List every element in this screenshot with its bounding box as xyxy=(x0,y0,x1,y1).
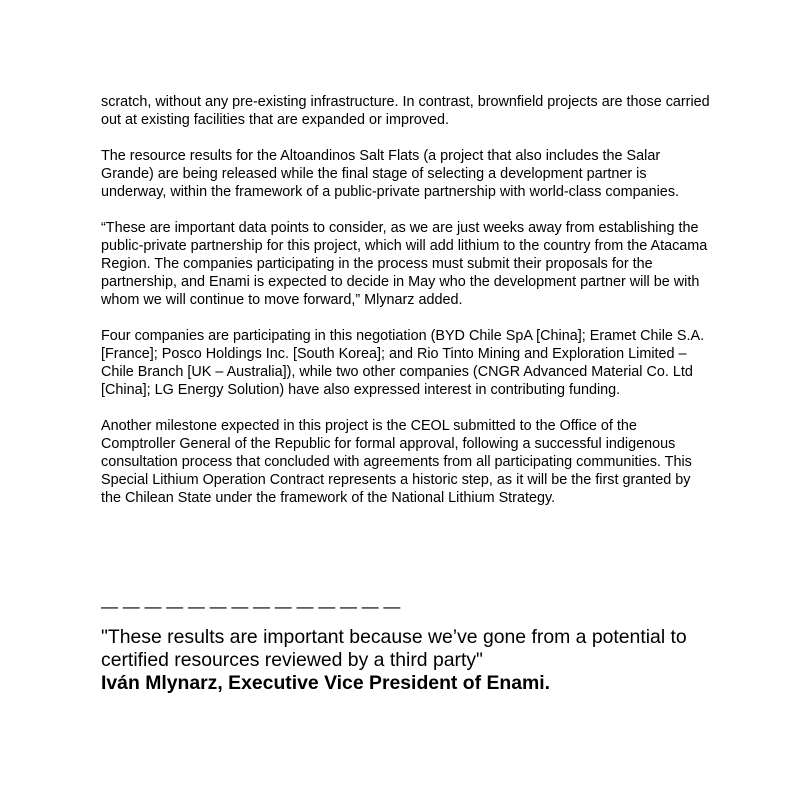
paragraph-ceol-milestone: Another milestone expected in this project is the CEOL submitted to the Office of the Comptroller General of the Republic for formal approval, following a successful indigenous consultation process that concluded with agreements from all participating communities. This Special Lithium Operation Contract represents a historic step, as it will be the first granted by the Chilean State under the framework of the National Lithium Strategy. xyxy=(101,418,692,506)
paragraph-participating-companies: Four companies are participating in this negotiation (BYD Chile SpA [China]; Eramet Chile S.A. [France]; Posco Holdings Inc. [South Korea]; and Rio Tinto Mining and Exploration Limited – Chile Branch [UK – Australia]), while two other companies (CNGR Advanced Material Co. Ltd [China]; LG Energy Solution) have also expressed interest in contributing funding. xyxy=(101,328,705,398)
article-body xyxy=(101,93,711,525)
quote-author: Iván Mlynarz, Executive Vice President of Enami. xyxy=(101,672,551,694)
quote-text: "These results are important because we’ve gone from a potential to certified resources reviewed by a third party" xyxy=(101,626,687,671)
dashed-separator: — — — — — — — — — — — — — — xyxy=(101,597,401,616)
paragraph-greenfield-definition: scratch, without any pre-existing infrastructure. In contrast, brownfield projects are those carried out at existing facilities that are expanded or improved. xyxy=(101,94,710,128)
paragraph-mlynarz-statement: “These are important data points to consider, as we are just weeks away from establishing the public-private partnership for this project, which will add lithium to the country from the Atacama Region. The companies participating in the process must submit their proposals for the partnership, and Enami is expected to decide in May who the development partner will be with whom we will continue to move forward,” Mlynarz added. xyxy=(101,220,708,308)
pull-quote xyxy=(101,626,741,695)
paragraph-resource-results: The resource results for the Altoandinos Salt Flats (a project that also includes the Salar Grande) are being released while the final stage of selecting a development partner is underway, within the framework of a public-private partnership with world-class companies. xyxy=(101,148,680,200)
